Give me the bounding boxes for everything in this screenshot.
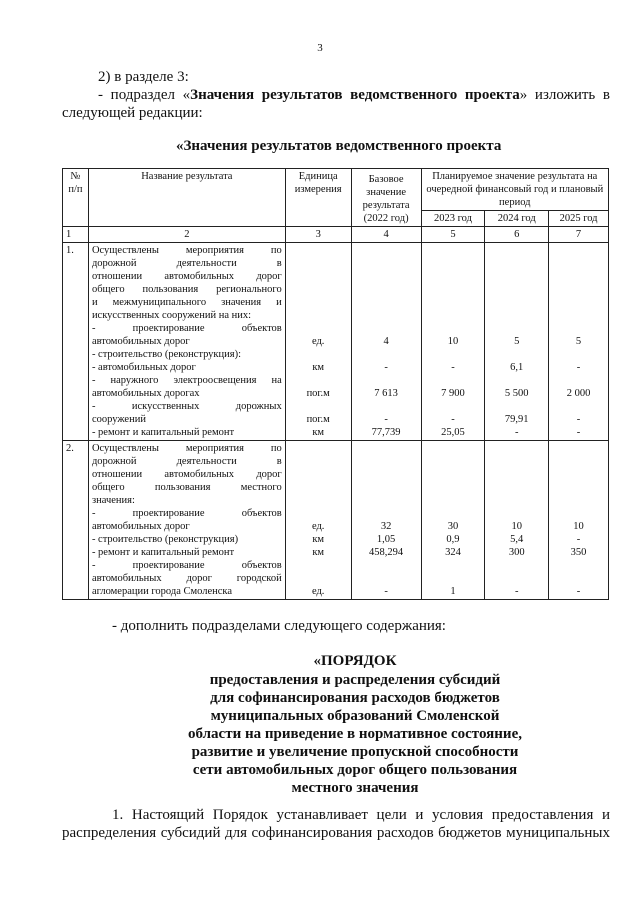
cell-value [488, 455, 545, 468]
result-name-line: значения: [91, 495, 135, 506]
cell-value [425, 507, 482, 520]
cell-value [425, 244, 482, 257]
cell-value [289, 244, 348, 257]
order-line: области на приведение в нормативное состояние, [188, 726, 522, 742]
cell-value: 324 [445, 547, 461, 558]
cell-value: 4 [383, 336, 389, 347]
cell-value: км [312, 362, 325, 373]
intro-line-3: следующей редакции: [62, 105, 203, 121]
cell-value: - [384, 586, 388, 597]
cell-value [552, 296, 605, 309]
result-name-line: дорожной деятельности в [91, 456, 282, 467]
row-number: 2. [63, 441, 89, 600]
result-name-line: Осуществлены мероприятия по [91, 245, 282, 256]
cell-value [355, 468, 418, 481]
cell-base [351, 243, 421, 441]
cell-value [289, 296, 348, 309]
header-planned: Планируемое значение результата на очередной финансовый год и плановый период [421, 169, 608, 211]
cell-value: - [451, 414, 455, 425]
header-2023: 2023 год [421, 211, 485, 227]
cell-value: 5 500 [504, 388, 529, 399]
cell-value [488, 572, 545, 585]
cell-value [425, 572, 482, 585]
cell-value [488, 559, 545, 572]
cell-value [552, 494, 605, 507]
cell-value [355, 481, 418, 494]
order-line: развитие и увеличение пропускной способности [191, 744, 519, 760]
header-2025: 2025 год [549, 211, 609, 227]
cell-value [552, 283, 605, 296]
cell-y2025 [549, 243, 609, 441]
result-name-line: автомобильных дорог [91, 521, 190, 532]
cell-value: - [514, 427, 519, 438]
cell-value [552, 559, 605, 572]
intro-line-2-prefix: - подраздел « [98, 87, 191, 103]
cell-value [425, 270, 482, 283]
cell-value [488, 244, 545, 257]
cell-value [355, 442, 418, 455]
cell-value [425, 442, 482, 455]
cell-value: 77,739 [371, 427, 401, 438]
cell-value [488, 270, 545, 283]
cell-value [289, 572, 348, 585]
result-name-line: Осуществлены мероприятия по [91, 443, 282, 454]
cell-value [355, 296, 418, 309]
cell-value: ед. [311, 336, 325, 347]
cell-value: ед. [311, 521, 325, 532]
order-line: сети автомобильных дорог общего пользования [192, 762, 518, 778]
cell-value [425, 296, 482, 309]
cell-value: 5,4 [510, 534, 524, 545]
cell-value [488, 494, 545, 507]
cell-value [289, 507, 348, 520]
result-name-line: отношении автомобильных дорог [91, 469, 282, 480]
cell-value [552, 481, 605, 494]
cell-value [289, 257, 348, 270]
intro-line-2 [98, 86, 610, 104]
col-number: 3 [285, 227, 351, 243]
cell-value [355, 455, 418, 468]
order-title: «ПОРЯДОК [313, 653, 397, 669]
cell-value [289, 270, 348, 283]
cell-value [425, 257, 482, 270]
result-name-line: - ремонт и капитальный ремонт [91, 547, 235, 558]
cell-value: 2 000 [566, 388, 591, 399]
cell-y2023 [421, 441, 485, 600]
cell-value [355, 494, 418, 507]
result-name-line: и межмуниципального значения и [91, 297, 282, 308]
cell-value [488, 348, 545, 361]
cell-value [552, 244, 605, 257]
header-num: № п/п [63, 169, 89, 227]
result-name-line: - проектирование объектов [91, 508, 282, 519]
cell-value: ед. [311, 586, 325, 597]
cell-value [425, 322, 482, 335]
cell-value: - [384, 414, 388, 425]
header-name: Название результата [88, 169, 285, 227]
cell-value [355, 572, 418, 585]
cell-value [355, 507, 418, 520]
cell-value: 32 [380, 521, 392, 532]
cell-value [289, 481, 348, 494]
cell-value: 1 [450, 586, 456, 597]
cell-value [552, 374, 605, 387]
cell-unit [285, 441, 351, 600]
cell-value [552, 455, 605, 468]
results-table [62, 168, 609, 600]
result-name-line: общего пользования местного [91, 482, 282, 493]
table-row [63, 243, 609, 441]
cell-value: км [312, 534, 325, 545]
cell-value: - [576, 586, 581, 597]
result-name-line: агломерации города Смоленска [91, 586, 233, 597]
result-name-line: дорожной деятельности в [91, 258, 282, 269]
result-name-line: - строительство (реконструкция) [91, 534, 239, 545]
cell-y2025 [549, 441, 609, 600]
result-name-line: отношении автомобильных дорог [91, 271, 282, 282]
result-name [88, 243, 285, 441]
cell-value: пог.м [306, 414, 330, 425]
result-name-line: - наружного электроосвещения на [91, 375, 282, 386]
cell-value [488, 283, 545, 296]
cell-value [552, 309, 605, 322]
cell-value: 30 [447, 521, 459, 532]
intro-line-2-bold: Значения результатов ведомственного проекта [190, 87, 520, 103]
cell-value: км [312, 547, 325, 558]
cell-value: - [576, 414, 581, 425]
cell-value [289, 348, 348, 361]
col-number: 1 [63, 227, 89, 243]
cell-value [289, 374, 348, 387]
cell-value [552, 442, 605, 455]
cell-value [289, 494, 348, 507]
cell-value: - [451, 362, 455, 373]
col-number: 2 [88, 227, 285, 243]
result-name-line: искусственных сооружений на них: [91, 310, 252, 321]
result-name-line: - автомобильных дорог [91, 362, 196, 373]
cell-value [488, 468, 545, 481]
cell-value [425, 559, 482, 572]
result-name-line: автомобильных дорог городской [91, 573, 282, 584]
cell-base [351, 441, 421, 600]
intro-line-1: 2) в разделе 3: [98, 69, 189, 85]
cell-value [552, 468, 605, 481]
cell-value [289, 455, 348, 468]
cell-value [488, 400, 545, 413]
cell-value: 7 613 [374, 388, 398, 399]
cell-unit [285, 243, 351, 441]
cell-value [488, 481, 545, 494]
cell-value [488, 309, 545, 322]
cell-value [552, 348, 605, 361]
row-number: 1. [63, 243, 89, 441]
cell-value [425, 400, 482, 413]
cell-value: 300 [508, 547, 525, 558]
table-title: «Значения результатов ведомственного проекта [176, 138, 502, 154]
cell-value: - [576, 362, 581, 373]
cell-value: - [514, 586, 519, 597]
order-line: местного значения [291, 780, 419, 796]
page-number: 3 [317, 42, 323, 54]
col-number: 7 [549, 227, 609, 243]
cell-value: 1,05 [376, 534, 396, 545]
cell-value [289, 322, 348, 335]
cell-value: 79,91 [504, 414, 529, 425]
paragraph-line-2: распределения субсидий для софинансирования расходов бюджетов муниципальных [62, 825, 610, 841]
cell-value [488, 257, 545, 270]
col-number: 4 [351, 227, 421, 243]
order-heading [0, 652, 640, 797]
cell-value [425, 468, 482, 481]
cell-value [355, 270, 418, 283]
cell-value [425, 309, 482, 322]
column-numbers-row [63, 227, 609, 243]
intro-line-2-suffix: » изложить в [519, 87, 611, 103]
cell-value [355, 559, 418, 572]
result-name-line: общего пользования регионального [91, 284, 282, 295]
result-name-line: сооружений [91, 414, 146, 425]
col-number: 6 [485, 227, 549, 243]
table-row [63, 441, 609, 600]
cell-y2024 [485, 441, 549, 600]
cell-value [488, 374, 545, 387]
cell-value: 10 [511, 521, 522, 532]
result-name-line: - проектирование объектов [91, 560, 282, 571]
cell-value: 25,05 [441, 427, 465, 438]
cell-value: пог.м [306, 388, 330, 399]
cell-y2024 [485, 243, 549, 441]
cell-value: 6,1 [510, 362, 524, 373]
cell-value [552, 322, 605, 335]
cell-value [289, 309, 348, 322]
cell-value [355, 348, 418, 361]
paragraph-line-1: 1. Настоящий Порядок устанавливает цели и условия предоставления и [112, 807, 610, 823]
cell-value: 458,294 [369, 547, 404, 558]
cell-value [488, 442, 545, 455]
table-body [63, 243, 609, 600]
cell-value: - [384, 362, 388, 373]
cell-value [355, 400, 418, 413]
result-name-line: - искусственных дорожных [91, 401, 282, 412]
cell-value: - [576, 427, 581, 438]
cell-value [552, 257, 605, 270]
result-name-line: - проектирование объектов [91, 323, 282, 334]
cell-value [552, 572, 605, 585]
cell-value [552, 507, 605, 520]
cell-value [355, 322, 418, 335]
cell-value [552, 270, 605, 283]
cell-value: км [312, 427, 325, 438]
header-2024: 2024 год [485, 211, 549, 227]
cell-value [355, 257, 418, 270]
cell-value [289, 559, 348, 572]
cell-value [289, 442, 348, 455]
cell-value [425, 374, 482, 387]
cell-value [355, 374, 418, 387]
result-name-line: автомобильных дорогах [91, 388, 200, 399]
cell-value: 5 [575, 336, 582, 347]
supplement-line: - дополнить подразделами следующего содержания: [112, 618, 446, 634]
cell-value [552, 400, 605, 413]
cell-value: 10 [573, 521, 584, 532]
result-name-line: - ремонт и капитальный ремонт [91, 427, 235, 438]
order-line: для софинансирования расходов бюджетов [210, 690, 500, 706]
cell-value [289, 468, 348, 481]
cell-value [425, 348, 482, 361]
cell-value: 0,9 [446, 534, 460, 545]
result-name-line: автомобильных дорог [91, 336, 190, 347]
order-line: муниципальных образований Смоленской [210, 708, 500, 724]
col-number: 5 [421, 227, 485, 243]
order-line: предоставления и распределения субсидий [209, 672, 501, 688]
cell-value [488, 296, 545, 309]
cell-value [355, 283, 418, 296]
cell-value [355, 244, 418, 257]
cell-value: 350 [570, 547, 587, 558]
cell-value [425, 494, 482, 507]
cell-value [425, 481, 482, 494]
cell-value [355, 309, 418, 322]
header-unit: Единица измерения [285, 169, 351, 227]
cell-y2023 [421, 243, 485, 441]
result-name-line: - строительство (реконструкция): [91, 349, 242, 360]
cell-value [488, 322, 545, 335]
cell-value [488, 507, 545, 520]
cell-value: 10 [447, 336, 459, 347]
cell-value: 7 900 [441, 388, 465, 399]
cell-value: 5 [514, 336, 520, 347]
cell-value: - [576, 534, 581, 545]
cell-value [425, 455, 482, 468]
result-name [88, 441, 285, 600]
cell-value [289, 400, 348, 413]
header-base: Базовое значение результата (2022 год) [351, 169, 421, 227]
cell-value [425, 283, 482, 296]
cell-value [289, 283, 348, 296]
